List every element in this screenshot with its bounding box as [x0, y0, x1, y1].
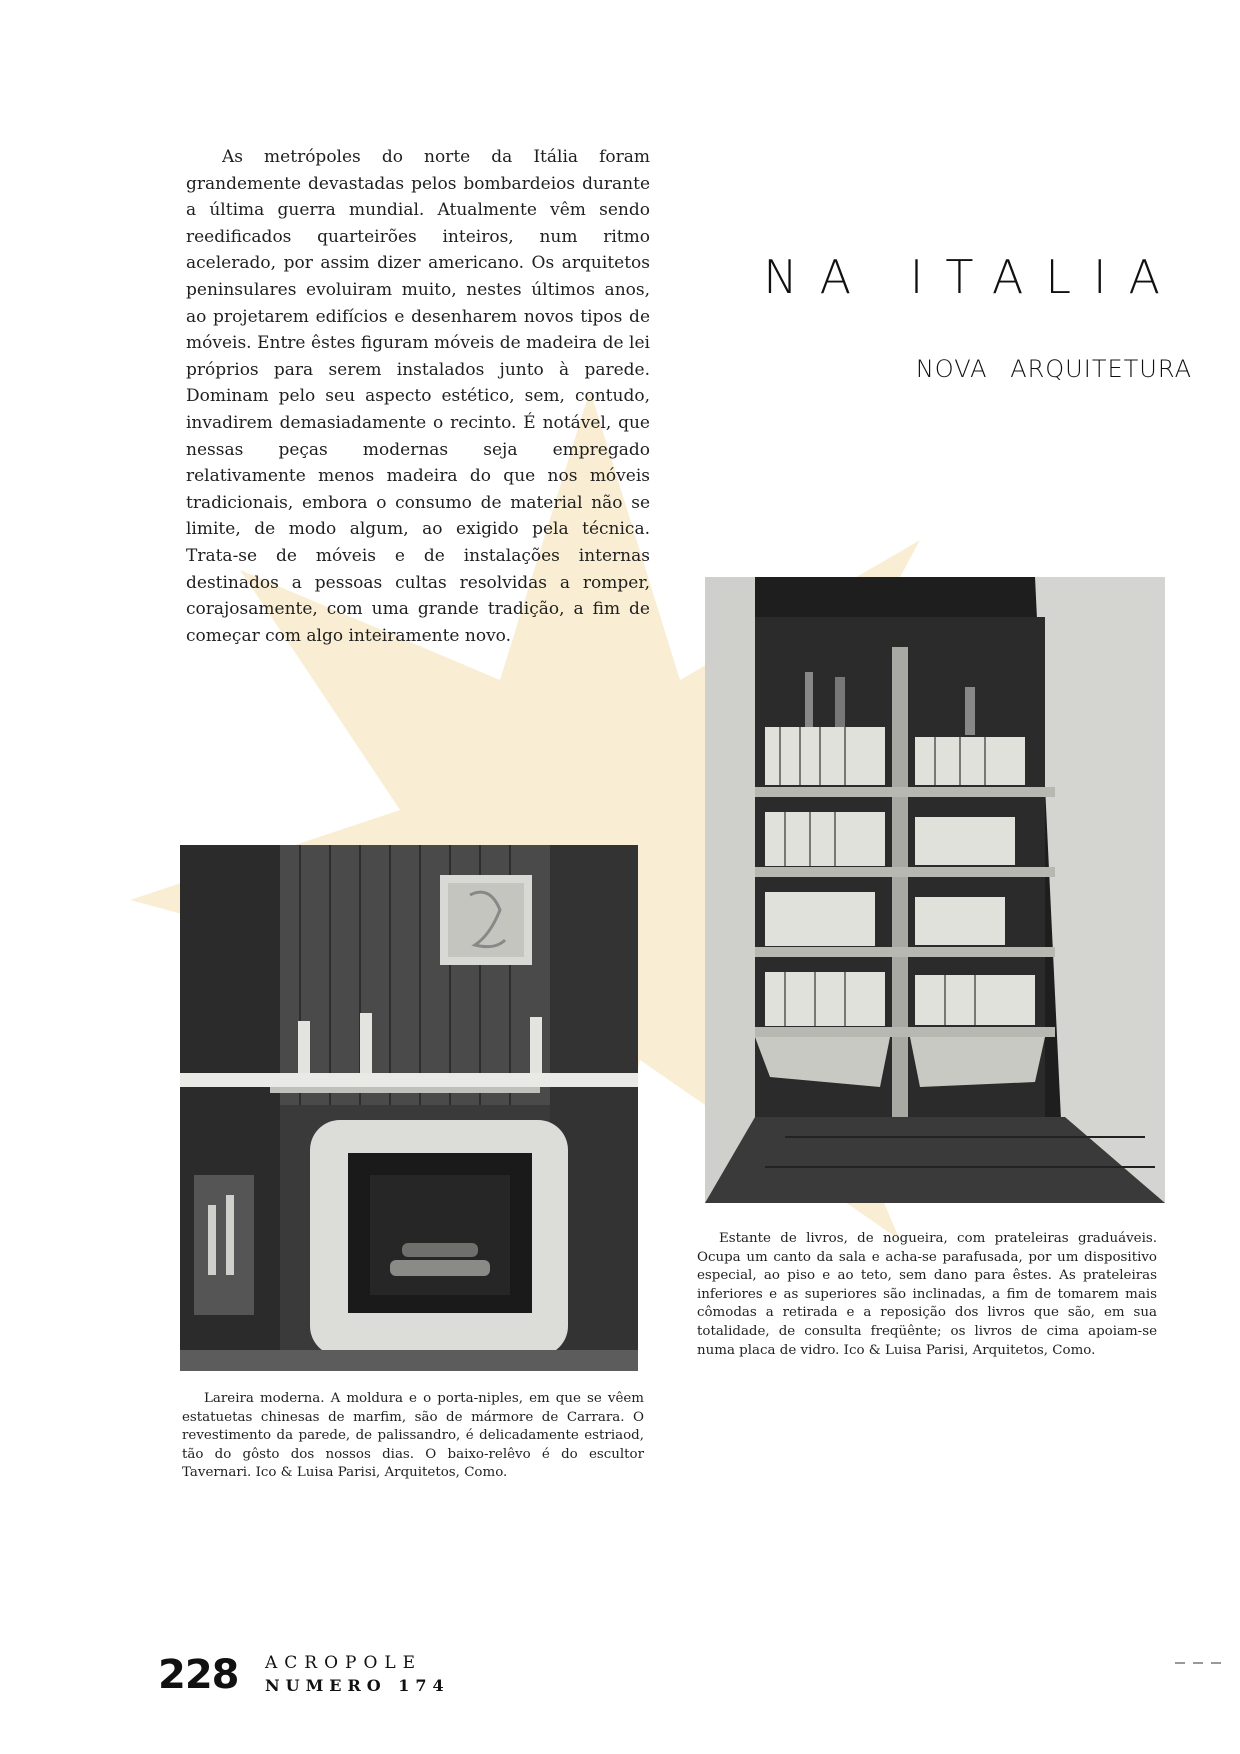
- fireplace-photo: [180, 845, 638, 1371]
- article-title: NA ITALIA: [763, 250, 1182, 304]
- magazine-name: ACROPOLE: [265, 1653, 423, 1673]
- article-subtitle: NOVA ARQUITETURA: [915, 355, 1192, 383]
- intro-paragraph: As metrópoles do norte da Itália foram grandemente devastadas pelos bombardeios durante a última guerra mundial. Atualmente vêm sendo reedificados quarteirões inteiros, num ritmo acelerado, por assim dizer americano. Os arquitetos peninsulares evoluiram muito, nestes últimos anos, ao projetarem edifícios e desenharem novos tipos de móveis. Entre êstes figuram móveis de madeira de lei próprios para serem instalados junto à parede. Dominam pelo seu aspecto estético, sem, contudo, invadirem demasiadamente o recinto. É notável, que nessas peças modernas seja empregado relativamente menos madeira do que nos móveis tradicionais, embora o consumo de material não se limite, de modo algum, ao exigido pela técnica. Trata-se de móveis e de instalações internas destinados a pessoas cultas resolvidas a romper, corajosamente, com uma grande tradição, a fim de começar com algo inteiramente novo.: [186, 147, 650, 646]
- edge-dashes: [1175, 1661, 1225, 1665]
- page-number: 228: [158, 1652, 239, 1698]
- magazine-issue: NUMERO 174: [265, 1676, 450, 1695]
- fireplace-caption: Lareira moderna. A moldura e o porta-niples, em que se vêem estatuetas chinesas de marfim, são de mármore de Carrara. O revestimento da parede, de palissandro, é delicadamente estriaod, tão do gôsto dos nossos dias. O baixo-relêvo é do escultor Tavernari. Ico & Luisa Parisi, Arquitetos, Como.: [182, 1391, 644, 1481]
- bookcase-photo: [705, 577, 1165, 1203]
- bookcase-caption: Estante de livros, de nogueira, com prateleiras graduáveis. Ocupa um canto da sala e acha-se parafusada, por um dispositivo especial, ao piso e ao teto, sem dano para êstes. As prateleiras inferiores e as superiores são inclinadas, a fim de tomarem mais cômodas a retirada e a reposição dos livros que são, em sua totalidade, de consulta freqüênte; os livros de cima apoiam-se numa placa de vidro. Ico & Luisa Parisi, Arquitetos, Como.: [697, 1231, 1157, 1358]
